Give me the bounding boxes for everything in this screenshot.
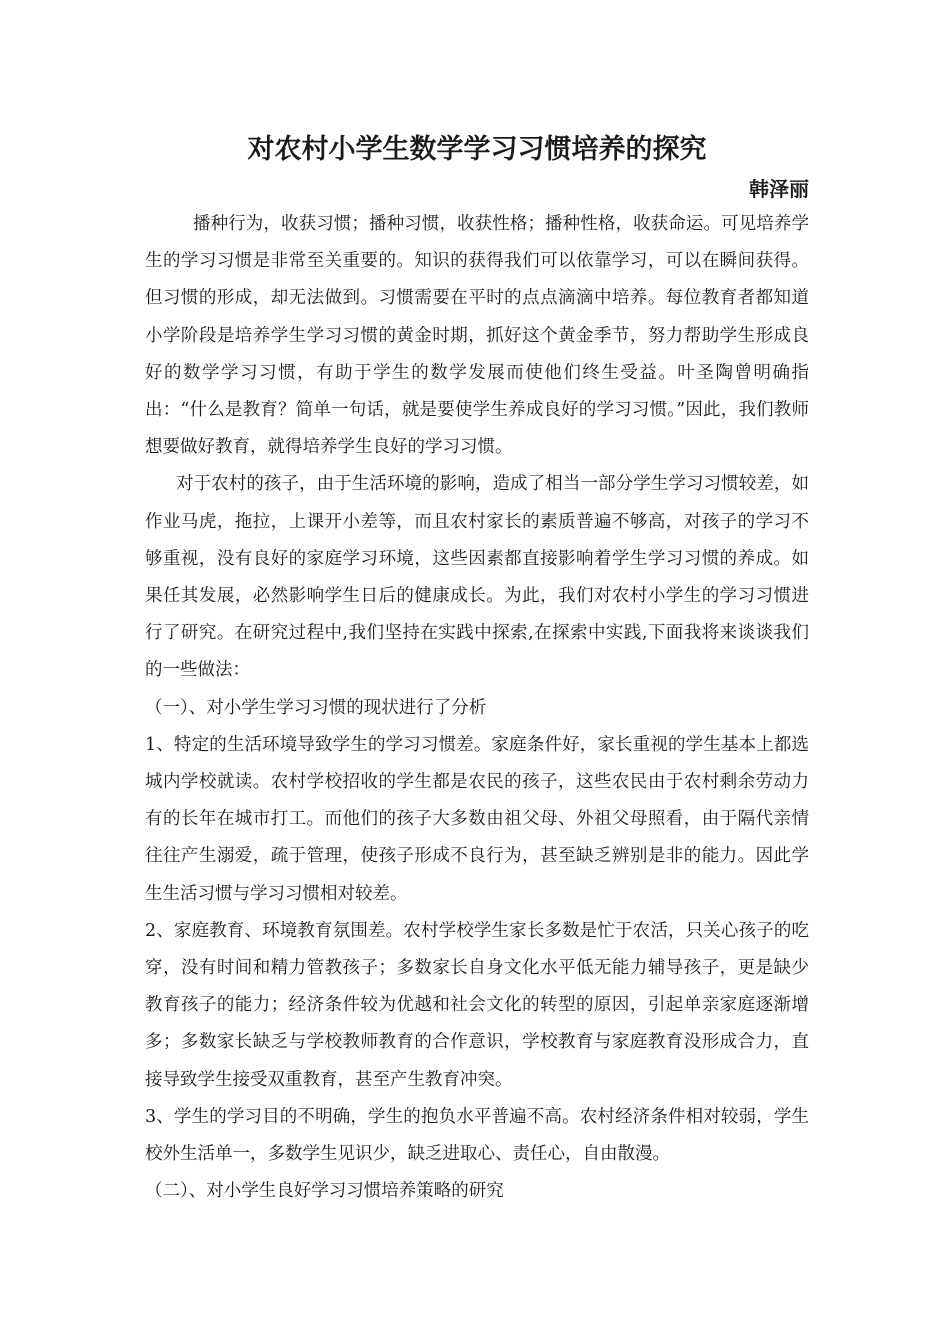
document-page [145, 128, 809, 1210]
list-item: 3、学生的学习目的不明确，学生的抱负水平普遍不高。农村经济条件相对较弱，学生校外生活单一，多数学生见识少，缺乏进取心、责任心，自由散漫。 [145, 1106, 809, 1165]
document-author: 韩泽丽 [749, 177, 809, 201]
section-heading-2: （二）、对小学生良好学习习惯培养策略的研究 [145, 1181, 504, 1202]
paragraph-rural: 对于农村的孩子，由于生活环境的影响，造成了相当一部分学生学习习惯较差，如作业马虎，拖拉，上课开小差等，而且农村家长的素质普遍不够高，对孩子的学习不够重视，没有良好的家庭学习环境，这些因素都直接影响着学生学习习惯的养成。如果任其发展，必然影响学生日后的健康成长。为此，我们对农村小学生的学习习惯进行了研究。在研究过程中,我们坚持在实践中探索,在探索中实践,下面我将来谈谈我们的一些做法： [145, 474, 809, 681]
document-title: 对农村小学生数学学习习惯培养的探究 [247, 134, 707, 165]
section-heading-1: （一）、对小学生学习习惯的现状进行了分析 [145, 697, 487, 718]
paragraph-intro: 播种行为，收获习惯；播种习惯，收获性格；播种性格，收获命运。可见培养学生的学习习惯是非常至关重要的。知识的获得我们可以依靠学习，可以在瞬间获得。但习惯的形成，却无法做到。习惯需要在平时的点点滴滴中培养。每位教育者都知道小学阶段是培养学生学习习惯的黄金时期，抓好这个黄金季节，努力帮助学生形成良好的数学学习习惯，有助于学生的数学发展而使他们终生受益。叶圣陶曾明确指出：“什么是教育？简单一句话，就是要使学生养成良好的学习习惯。”因此，我们教师想要做好教育，就得培养学生良好的学习习惯。 [145, 214, 809, 458]
list-item: 1、特定的生活环境导致学生的学习习惯差。家庭条件好，家长重视的学生基本上都选城内学校就读。农村学校招收的学生都是农民的孩子，这些农民由于农村剩余劳动力有的长年在城市打工。而他们的孩子大多数由祖父母、外祖父母照看，由于隔代亲情往往产生溺爱，疏于管理，使孩子形成不良行为，甚至缺乏辨别是非的能力。因此学生生活习惯与学习习惯相对较差。 [145, 734, 809, 904]
list-item: 2、家庭教育、环境教育氛围差。农村学校学生家长多数是忙于农活，只关心孩子的吃穿，没有时间和精力管教孩子；多数家长自身文化水平低无能力辅导孩子，更是缺少教育孩子的能力；经济条件较为优越和社会文化的转型的原因，引起单亲家庭逐渐增多；多数家长缺乏与学校教师教育的合作意识，学校教育与家庭教育没形成合力，直接导致学生接受双重教育，甚至产生教育冲突。 [145, 920, 809, 1090]
